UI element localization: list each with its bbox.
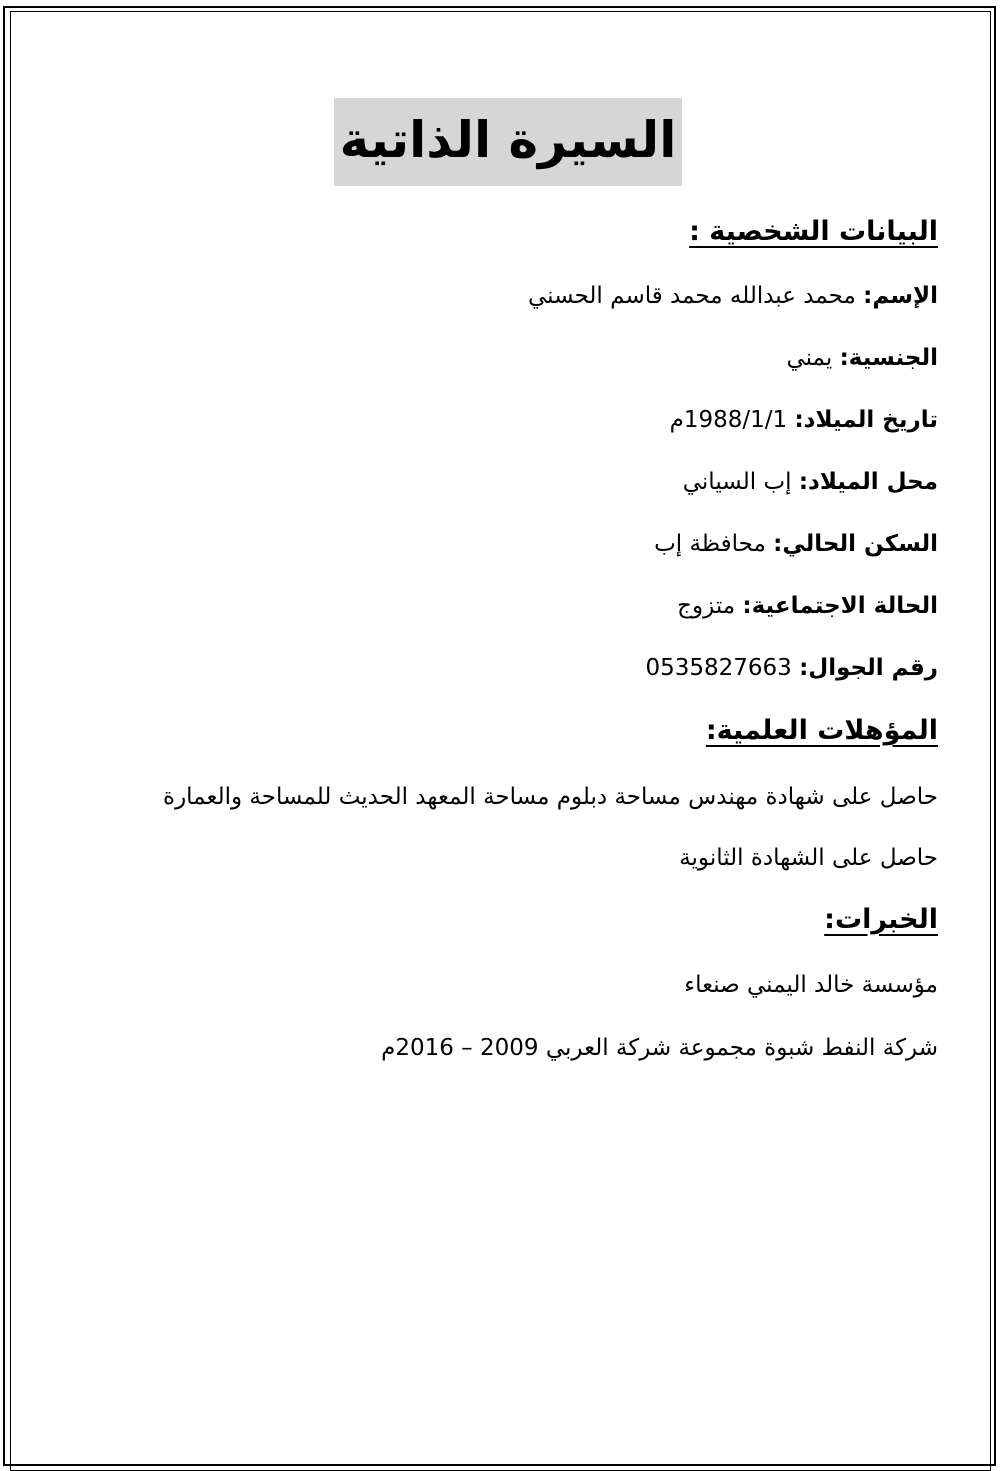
nationality-label: الجنسية:	[839, 345, 938, 371]
residence-value: محافظة إب	[654, 531, 766, 557]
qualification-item: حاصل على شهادة مهندس مساحة دبلوم مساحة المعهد الحديث للمساحة والعمارة	[163, 784, 938, 810]
birth-place-label: محل الميلاد:	[798, 469, 938, 495]
marital-status-field	[677, 589, 938, 623]
personal-info-heading: البيانات الشخصية :	[689, 216, 938, 247]
birth-date-label: تاريخ الميلاد:	[794, 407, 938, 433]
name-label: الإسم:	[863, 283, 938, 309]
name-field	[528, 279, 938, 313]
name-value: محمد عبدالله محمد قاسم الحسني	[527, 283, 856, 309]
document-title: السيرة الذاتية	[334, 98, 683, 186]
qualifications-heading: المؤهلات العلمية:	[705, 715, 938, 746]
experience-item: شركة النفط شبوة مجموعة شركة العربي 2009 – 2016م	[381, 1035, 938, 1061]
phone-value: 0535827663	[645, 655, 792, 681]
phone-label: رقم الجوال:	[799, 655, 938, 681]
birth-place-field	[683, 465, 938, 499]
experience-heading: الخبرات:	[824, 904, 938, 935]
nationality-field	[786, 341, 938, 375]
title-wrap	[0, 98, 1002, 186]
residence-field	[654, 527, 938, 561]
phone-field	[645, 651, 938, 685]
residence-label: السكن الحالي:	[773, 531, 938, 557]
birth-date-value: 1988/1/1م	[669, 407, 788, 433]
birth-place-value: إب السياني	[682, 469, 792, 495]
qualification-item: حاصل على الشهادة الثانوية	[679, 845, 938, 871]
experience-item: مؤسسة خالد اليمني صنعاء	[684, 972, 938, 998]
marital-status-value: متزوج	[677, 593, 736, 619]
marital-status-label: الحالة الاجتماعية:	[742, 593, 938, 619]
nationality-value: يمني	[786, 345, 833, 371]
birth-date-field	[670, 403, 938, 437]
